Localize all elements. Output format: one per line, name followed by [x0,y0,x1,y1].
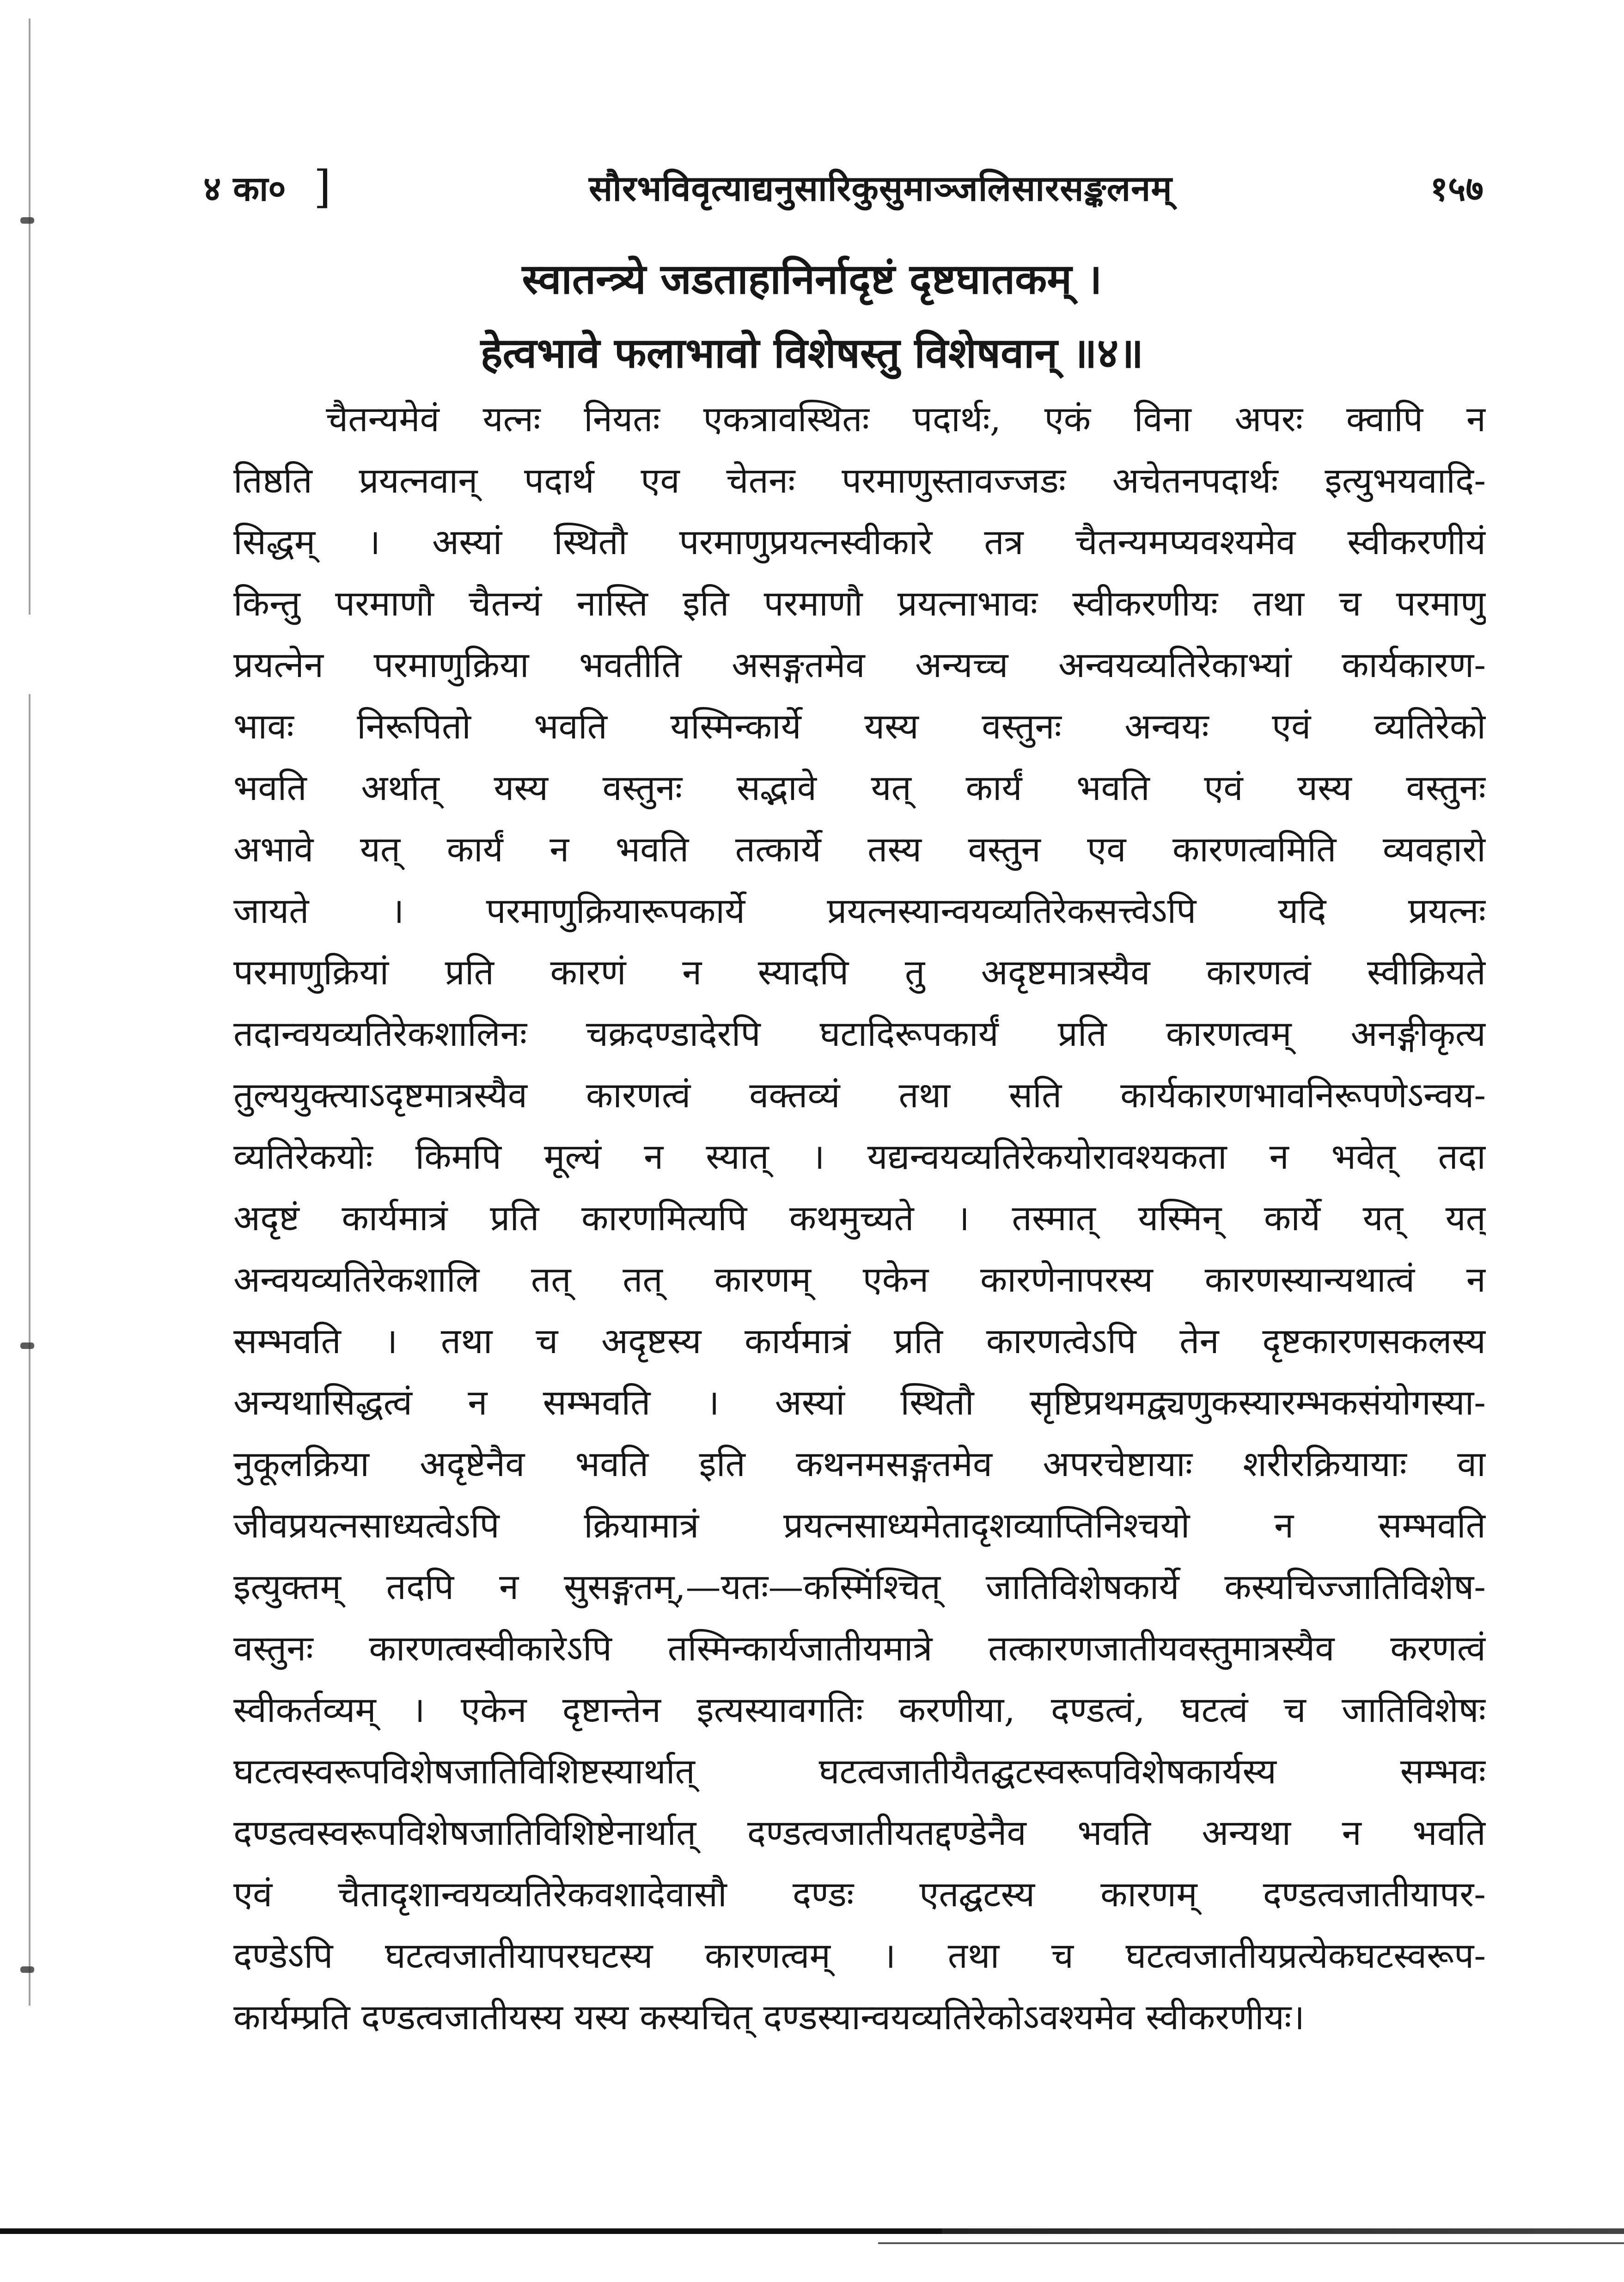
commentary-line: चैतन्यमेवं यत्नः नियतः एकत्रावस्थितः पदार्थः, एकं विना अपरः क्वापि न [326,398,1486,439]
commentary-line: स्वीकर्तव्यम् । एकेन दृष्टान्तेन इत्यस्यावगतिः करणीया, दण्डत्वं, घटत्वं च जातिविशेषः [233,1689,1486,1730]
commentary-line: एवं चैतादृशान्वयव्यतिरेकवशादेवासौ दण्डः एतद्घटस्य कारणम् दण्डत्वजातीयापर- [233,1873,1486,1915]
bottom-rule-thin [878,2242,1624,2244]
commentary-line: अन्यथासिद्धत्वं न सम्भवति । अस्यां स्थितौ सृष्टिप्रथमद्व्यणुकस्यारम्भकसंयोगस्या- [233,1382,1486,1423]
verse-line-1: स्वातन्त्र्ये जडताहानिर्नादृष्टं दृष्टघातकम् । [522,255,1102,304]
commentary-line: तदान्वयव्यतिरेकशालिनः चक्रदण्डादेरपि घटादिरूपकार्यं प्रति कारणत्वम् अनङ्गीकृत्य [233,1013,1486,1054]
commentary-line: कार्यम्प्रति दण्डत्वजातीयस्य यस्य कस्यचित् दण्डस्यान्वयव्यतिरेकोऽवश्यमेव स्वीकरणीयः। [233,1996,1305,2038]
commentary-line: जीवप्रयत्नसाध्यत्वेऽपि क्रियामात्रं प्रयत्नसाध्यमेतादृशव्याप्तिनिश्चयो न सम्भवति [233,1505,1486,1546]
commentary-line: तुल्ययुक्त्याऽदृष्टमात्रस्यैव कारणत्वं वक्तव्यं तथा सति कार्यकारणभावनिरूपणेऽन्वय- [233,1074,1486,1116]
commentary-line: अन्वयव्यतिरेकशालि तत् तत् कारणम् एकेन कारणेनापरस्य कारणस्यान्यथात्वं न [233,1259,1486,1300]
commentary-line: भवति अर्थात् यस्य वस्तुनः सद्भावे यत् कार्यं भवति एवं यस्य वस्तुनः [233,767,1486,808]
bottom-rule [0,2228,1624,2234]
scan-mark [20,1966,34,1973]
commentary-line: वस्तुनः कारणत्वस्वीकारेऽपि तस्मिन्कार्यजातीयमात्रे तत्कारणजातीयवस्तुमात्रस्यैव करणत्वं [233,1628,1486,1669]
commentary-line: भावः निरूपितो भवति यस्मिन्कार्ये यस्य वस्तुनः अन्वयः एवं व्यतिरेको [233,706,1486,747]
commentary-line: प्रयत्नेन परमाणुक्रिया भवतीति असङ्गतमेव अन्यच्च अन्वयव्यतिरेकाभ्यां कार्यकारण- [233,644,1486,685]
scan-mark [20,217,34,224]
commentary-text [233,388,1486,2048]
commentary-line: दण्डत्वस्वरूपविशेषजातिविशिष्टेनार्थात् दण्डत्वजातीयतद्दण्डेनैव भवति अन्यथा न भवति [233,1812,1486,1853]
commentary-line: किन्तु परमाणौ चैतन्यं नास्ति इति परमाणौ प्रयत्नाभावः स्वीकरणीयः तथा च परमाणु [233,583,1486,624]
running-title: सौरभविवृत्याद्यनुसारिकुसुमाञ्जलिसारसङ्कलनम् [589,167,1172,209]
commentary-line: व्यतिरेकयोः किमपि मूल्यं न स्यात् । यद्यन्वयव्यतिरेकयोरावश्यकता न भवेत् तदा [233,1136,1486,1177]
commentary-line: तिष्ठति प्रयत्नवान् पदार्थ एव चेतनः परमाणुस्तावज्जडः अचेतनपदार्थः इत्युभयवादि- [233,460,1486,501]
header-bracket: ] [313,161,331,213]
page-number: १५७ [1430,169,1484,209]
commentary-line: दण्डेऽपि घटत्वजातीयापरघटस्य कारणत्वम् । तथा च घटत्वजातीयप्रत्येकघटस्वरूप- [233,1935,1486,1976]
commentary-line: अदृष्टं कार्यमात्रं प्रति कारणमित्यपि कथमुच्यते । तस्मात् यस्मिन् कार्ये यत् यत् [233,1197,1486,1239]
section-marker: ४ का० [203,169,286,209]
commentary-line: सिद्धम् । अस्यां स्थितौ परमाणुप्रयत्नस्वीकारे तत्र चैतन्यमप्यवश्यमेव स्वीकरणीयं [233,521,1486,562]
commentary-line: जायते । परमाणुक्रियारूपकार्ये प्रयत्नस्यान्वयव्यतिरेकसत्त्वेऽपि यदि प्रयत्नः [233,890,1486,931]
scan-mark [20,1342,34,1349]
commentary-line: नुकूलक्रिया अदृष्टेनैव भवति इति कथनमसङ्गतमेव अपरचेष्टायाः शरीरक्रियायाः वा [233,1443,1486,1484]
header-left [203,161,331,213]
commentary-line: घटत्वस्वरूपविशेषजातिविशिष्टस्यार्थात् घटत्वजातीयैतद्घटस्वरूपविशेषकार्यस्य सम्भवः [233,1751,1486,1792]
verse-line-2: हेत्वभावे फलाभावो विशेषस्तु विशेषवान् ॥४॥ [480,329,1144,378]
commentary-line: परमाणुक्रियां प्रति कारणं न स्यादपि तु अदृष्टमात्रस्यैव कारणत्वं स्वीक्रियते [233,952,1486,993]
commentary-line: सम्भवति । तथा च अदृष्टस्य कार्यमात्रं प्रति कारणत्वेऽपि तेन दृष्टकारणसकलस्य [233,1320,1486,1361]
scan-margin-line [29,18,31,2006]
page-header [203,155,1484,220]
commentary-line: इत्युक्तम् तदपि न सुसङ्गतम्,—यतः—कस्मिंश्चित् जातिविशेषकार्ये कस्यचिज्जातिविशेष- [233,1566,1486,1607]
commentary-line: अभावे यत् कार्यं न भवति तत्कार्ये तस्य वस्तुन एव कारणत्वमिति व्यवहारो [233,829,1486,870]
